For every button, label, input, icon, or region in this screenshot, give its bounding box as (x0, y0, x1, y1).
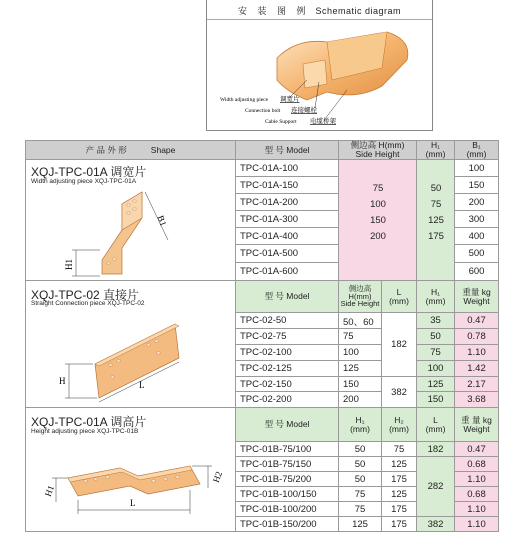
section2-row-1-model: TPC-02-75 (236, 329, 339, 345)
section2-row-0-h1: 35 (417, 313, 455, 329)
section1-b1-3: 300 (455, 211, 499, 228)
section3-row-0-weight: 0.47 (455, 442, 499, 457)
section3-header-h1: H₁ (mm) (339, 408, 382, 442)
schematic-illustration (207, 20, 432, 130)
section3-header-h2: H₂ (mm) (382, 408, 417, 442)
section2-header-model: 型 号 Model (236, 281, 339, 313)
section3-row-1-h2: 125 (382, 457, 417, 472)
section3-row-4-weight: 1.10 (455, 502, 499, 517)
section2-row-5-weight: 3.68 (455, 392, 499, 408)
section1-model-0: TPC-01A-100 (236, 160, 339, 177)
section2-row-3-side-height: 125 (339, 361, 382, 377)
section2-row-5-h1: 150 (417, 392, 455, 408)
section3-row-2-h1: 50 (339, 472, 382, 487)
section2-row-1-h1: 50 (417, 329, 455, 345)
section3-header-l: L (mm) (417, 408, 455, 442)
schematic-label-zh-2: 电缆桥架 (310, 118, 336, 125)
section1-b1-0: 100 (455, 160, 499, 177)
section3-row-4-h1: 75 (339, 502, 382, 517)
section3-row-1-weight: 0.68 (455, 457, 499, 472)
section2-row-1-weight: 0.78 (455, 329, 499, 345)
section3-row-3-model: TPC-01B-100/150 (236, 487, 339, 502)
schematic-title (207, 2, 432, 20)
section1-model-4: TPC-01A-400 (236, 228, 339, 245)
section3-header-weight: 重 量 kg Weight (455, 408, 499, 442)
section1-label-b1: B1 (155, 214, 169, 228)
section3-row-4-h2: 175 (382, 502, 417, 517)
section1-side-height-2: 150 (370, 215, 386, 226)
header-shape: 产 品 外 形 Shape (25, 140, 236, 160)
section2-row-0-weight: 0.47 (455, 313, 499, 329)
section2-label-h: H (59, 376, 66, 386)
section3-header-model: 型 号 Model (236, 408, 339, 442)
section3-row-1-model: TPC-01B-75/150 (236, 457, 339, 472)
section3-l-0: 182 (417, 442, 455, 457)
section3-row-3-h1: 75 (339, 487, 382, 502)
section2-row-4-side-height: 150 (339, 377, 382, 392)
schematic-label-en-1: Connection bolt (245, 108, 281, 114)
section3-l-2: 382 (417, 517, 455, 532)
schematic-title-zh: 安 装 图 例 (237, 6, 310, 16)
section1-side-height-3: 200 (370, 231, 386, 242)
section3-row-2-model: TPC-01B-75/200 (236, 472, 339, 487)
section1-h1-2: 125 (428, 215, 444, 226)
section1-b1-1: 150 (455, 177, 499, 194)
section3-subtitle: Height adjusting piece XQJ-TPC-01B (31, 428, 139, 435)
section2-subtitle: Straight Connection piece XQJ-TPC-02 (31, 300, 145, 307)
header-side-height: 侧边高 H(mm) Side Height (339, 140, 417, 160)
section3-row-4-model: TPC-01B-100/200 (236, 502, 339, 517)
section1-side-height-1: 100 (370, 199, 386, 210)
section2-row-4-weight: 2.17 (455, 377, 499, 392)
section1-subtitle: Width adjusting piece XQJ-TPC-01A (31, 178, 137, 185)
section3-row-0-h1: 50 (339, 442, 382, 457)
section3-row-3-weight: 0.68 (455, 487, 499, 502)
section1-model-6: TPC-01A-600 (236, 263, 339, 281)
section2-row-3-h1: 100 (417, 361, 455, 377)
section2-row-0-side-height: 50、60 (339, 313, 382, 329)
section3-diagram (40, 440, 230, 530)
section1-label-h1: H1 (64, 259, 74, 270)
section2-row-2-side-height: 100 (339, 345, 382, 361)
section3-label-h2: H2 (210, 470, 225, 484)
section3-title: XQJ-TPC-01A 调高片 (31, 415, 147, 429)
section3-row-0-model: TPC-01B-75/100 (236, 442, 339, 457)
section1-h1-3: 175 (428, 231, 444, 242)
section3-row-0-h2: 75 (382, 442, 417, 457)
section2-header-side-height: 侧边高 H(mm) Side Height (339, 281, 382, 313)
section1-h1-1: 75 (430, 199, 442, 210)
section2-label-l: L (139, 380, 145, 390)
section1-side-height-0: 75 (372, 183, 384, 194)
header-b1: B₁ (mm) (455, 140, 499, 160)
section2-row-3-model: TPC-02-125 (236, 361, 339, 377)
section1-b1-2: 200 (455, 194, 499, 211)
adjust-plate (303, 60, 327, 88)
header-model: 型 号 Model (236, 140, 339, 160)
section1-model-2: TPC-01A-200 (236, 194, 339, 211)
section3-row-5-model: TPC-01B-150/200 (236, 517, 339, 532)
section1-b1-6: 600 (455, 263, 499, 281)
section2-diagram (55, 306, 225, 404)
section1-h1-0: 50 (430, 183, 442, 194)
section2-row-5-side-height: 200 (339, 392, 382, 408)
section2-header-l: L (mm) (382, 281, 417, 313)
section3-row-3-h2: 125 (382, 487, 417, 502)
schematic-title-en: Schematic diagram (315, 6, 402, 16)
section3-row-1-h1: 50 (339, 457, 382, 472)
section3-label-l: L (130, 498, 136, 508)
section2-l-1: 382 (382, 377, 417, 408)
section1-title: XQJ-TPC-01A 调宽片 (31, 165, 147, 179)
section2-row-4-model: TPC-02-150 (236, 377, 339, 392)
section2-l-0: 182 (382, 313, 417, 377)
header-h1: H₁ (mm) (417, 140, 455, 160)
section2-row-1-side-height: 75 (339, 329, 382, 345)
section3-row-5-weight: 1.10 (455, 517, 499, 532)
section3-label-h1: H1 (42, 484, 57, 498)
section2-row-4-h1: 125 (417, 377, 455, 392)
section3-row-5-h1: 125 (339, 517, 382, 532)
schematic-label-en-2: Cable Support (265, 119, 297, 125)
section2-title: XQJ-TPC-02 直接片 (31, 288, 140, 302)
section2-row-0-model: TPC-02-50 (236, 313, 339, 329)
section2-row-5-model: TPC-02-200 (236, 392, 339, 408)
section1-b1-4: 400 (455, 228, 499, 245)
section2-row-2-weight: 1.10 (455, 345, 499, 361)
section3-row-5-h2: 175 (382, 517, 417, 532)
section2-header-h1: H₁ (mm) (417, 281, 455, 313)
section1-model-5: TPC-01A-500 (236, 245, 339, 263)
section1-diagram (50, 190, 200, 278)
schematic-label-en-0: Width adjusting piece (220, 97, 269, 103)
section1-model-3: TPC-01A-300 (236, 211, 339, 228)
section2-row-2-model: TPC-02-100 (236, 345, 339, 361)
section2-header-weight: 重量 kg Weight (455, 281, 499, 313)
section3-l-1: 282 (417, 457, 455, 517)
section2-row-3-weight: 1.42 (455, 361, 499, 377)
schematic-label-zh-0: 调宽片 (280, 96, 300, 103)
section1-model-1: TPC-01A-150 (236, 177, 339, 194)
section3-row-2-h2: 175 (382, 472, 417, 487)
section1-b1-5: 500 (455, 245, 499, 263)
section2-row-2-h1: 75 (417, 345, 455, 361)
section3-row-2-weight: 1.10 (455, 472, 499, 487)
schematic-label-zh-1: 连接螺栓 (291, 107, 317, 114)
